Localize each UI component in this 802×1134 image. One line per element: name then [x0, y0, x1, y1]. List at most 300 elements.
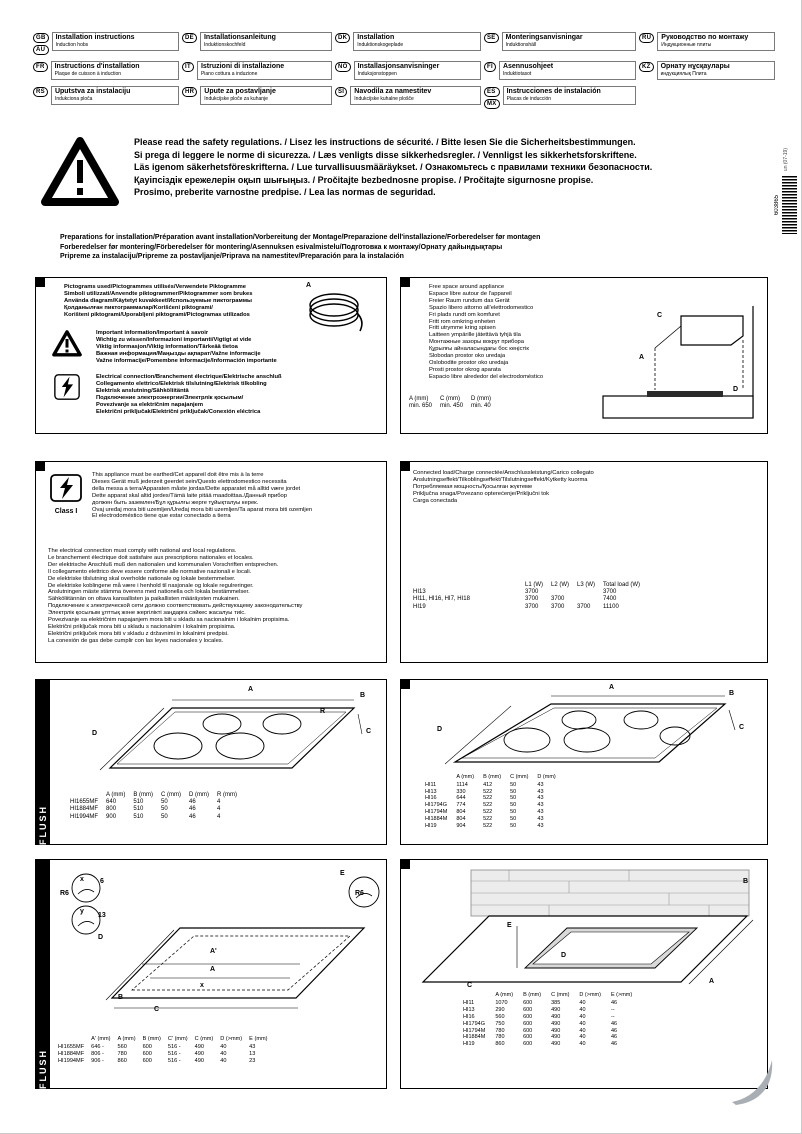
table-cell: 3700: [525, 589, 539, 595]
table-header: [58, 1036, 91, 1044]
hob-top-view-diagram: [70, 686, 382, 784]
table-header: A (mm): [117, 1036, 136, 1042]
table-cell: 510: [133, 813, 144, 820]
text-line: Монтажные зазоры вокруг прибора: [429, 339, 524, 346]
print-info: [774, 148, 797, 234]
text-line: Anslutningen mäste stämma överens med nationella och lokala bestämmelser.: [48, 589, 250, 596]
table-cell: 1070: [495, 999, 508, 1006]
table-cell: 522: [483, 808, 493, 815]
corner-marker: [35, 277, 45, 287]
table-cell: HI1655MF: [58, 1044, 85, 1050]
table-row: [409, 403, 499, 410]
diagram-label: y: [80, 908, 84, 915]
text-line: Si prega di leggere le norme di sicurezza. / Læs venligts disse sikkerhedsregler. / Vennligst les sikkerhetsforskriftene.: [134, 149, 637, 160]
table-row: [463, 1014, 642, 1021]
flush-label: FLUSH: [37, 805, 48, 845]
table-header: L1 (W): [525, 582, 543, 588]
language-title-box: [503, 86, 636, 105]
language-code-badge: NO: [335, 62, 351, 72]
language-code-badge: GB: [33, 33, 49, 43]
table-row: [413, 589, 648, 596]
appliance-subtitle: Plaque de cuisson à induction: [54, 71, 122, 77]
instruction-title: Installationsanleitung: [203, 34, 276, 41]
text-line: Электрлік қосылым ұлттық және жергілікті заңдарға сәйкес жасалуы тиіс.: [48, 610, 246, 617]
diagram-label: D: [733, 386, 739, 393]
table-cell: 40: [579, 999, 586, 1006]
table-cell: 490: [551, 1006, 561, 1013]
diagram-label: A': [210, 948, 217, 955]
barcode-stripes: [782, 176, 797, 234]
language-entry: [182, 32, 332, 55]
table-cell: 43: [537, 788, 544, 795]
table-cell: HI19: [413, 603, 426, 610]
warning-triangle-icon: [40, 136, 120, 208]
text-line: De elektriske tilslutning skal overholde nationale og lokale bestemmelser.: [48, 575, 236, 582]
language-code-badge: SE: [484, 33, 499, 43]
text-line: della messa a terra/Apparaten måste jordas/Dette apparatet må alltid være jordet: [92, 485, 301, 492]
table-cell: 3700: [525, 596, 539, 603]
flush-table-2: [425, 774, 565, 829]
table-cell: 43: [249, 1044, 256, 1050]
text-line: Elektrisk anslutning/Sähköliitäntä: [96, 387, 189, 394]
language-code-badge: FR: [33, 62, 48, 72]
corner-marker: [400, 679, 410, 689]
table-cell: 4: [217, 799, 221, 805]
brand-logo: [726, 1058, 778, 1106]
table-cell: 40: [220, 1058, 227, 1064]
important-info-row: [50, 330, 277, 365]
table-cell: HI1794G: [463, 1020, 486, 1027]
text-line: Pictograms used/Pictogrammes utilisés/Verwendete Piktogramme: [64, 284, 247, 290]
language-code-badge: IT: [182, 62, 194, 72]
diagram-label: B: [360, 692, 366, 699]
language-entry: [33, 32, 179, 55]
text-line: Important information/Important à savoir: [96, 330, 209, 336]
diagram-label: x: [200, 982, 204, 989]
table-cell: 804: [456, 815, 466, 822]
text-line: De elektriske koblingene må være i henhold til nasjonale og lokale regulreringer.: [48, 582, 254, 589]
instruction-title: Monteringsanvisningar: [505, 34, 583, 41]
table-cell: HI13: [425, 788, 437, 795]
table-cell: 3700: [603, 589, 617, 595]
table-row: [58, 1058, 275, 1065]
text-line: Fritt rom omkring enheten: [429, 318, 496, 325]
hob-drawing: [70, 686, 382, 784]
table-row: [463, 1007, 642, 1014]
text-line: Fri plads rundt om komfuret: [429, 311, 500, 318]
appliance-subtitle: Индукционные плиты: [661, 42, 712, 48]
table-cell: 50: [510, 822, 517, 829]
table-cell: 3700: [525, 603, 539, 610]
table-cell: 490: [194, 1051, 204, 1057]
table-cell: 40: [579, 1027, 586, 1034]
table-row: [58, 1044, 275, 1051]
language-title-box: [52, 32, 179, 51]
diagram-label: x: [80, 876, 84, 883]
text-line: This appliance must be earthed/Cet appareil doit être mis à la terre: [92, 472, 264, 478]
diagram-label: R6: [60, 890, 69, 897]
diagram-label: R: [320, 708, 326, 715]
text-line: Важная информация/Маңызды ақпарат/Važne informacije: [96, 350, 261, 357]
language-entry: [33, 61, 179, 80]
language-badges: [33, 61, 48, 72]
text-line: Prosimo, preberite varnostne predpise. / Lea las normas de seguridad.: [134, 187, 436, 197]
text-line: Wichtig zu wissen/Informazioni importanti/Vigtigt at vide: [96, 336, 252, 343]
instruction-title: Navodila za namestitev: [354, 88, 432, 95]
flush-table-1: [70, 792, 245, 821]
preparations-heading: [60, 233, 540, 262]
table-cell: 40: [220, 1044, 227, 1050]
table-header: B (mm): [133, 792, 154, 798]
table-header: A (mm): [456, 774, 475, 780]
text-line: Подключение электроэнергии/Электрлік қосылым/: [96, 394, 244, 401]
table-cell: [551, 589, 577, 596]
diagram-label: C: [657, 312, 663, 319]
table-cell: 780: [495, 1034, 505, 1041]
table-header: D (>mm): [220, 1036, 243, 1042]
table-cell: 50: [510, 802, 517, 809]
table-row: [58, 1051, 275, 1058]
text-line: La conexión de gas debe cumplir con las leyes nacionales y locales.: [48, 637, 224, 644]
instruction-title: Installation instructions: [55, 34, 135, 41]
text-line: Oslobodite prostor oko uredaja: [429, 359, 509, 366]
table-cell: 800: [106, 806, 117, 813]
table-header: A (mm): [106, 792, 126, 798]
table-cell: 46: [189, 806, 196, 813]
language-code-badge: KZ: [639, 62, 654, 72]
regulations-text: [48, 548, 302, 645]
table-cell: HI1994MF: [70, 813, 99, 820]
table-cell: 640: [106, 799, 117, 805]
text-line: Använda diagram/Käytetyt kuvakkeet/Используемые пиктограммы: [64, 297, 253, 304]
table-cell: 50: [510, 788, 517, 795]
safety-section: [40, 136, 652, 208]
text-line: Anslutningseffekt/Tilkoblingseffekt/Tilslutningseffekt/Kytketty kuorma: [413, 476, 588, 483]
table-cell: HI11: [425, 781, 437, 788]
table-cell: HI1794M: [463, 1027, 486, 1034]
table-row: [70, 814, 245, 821]
language-badges: [33, 86, 48, 97]
table-cell: HI11, HI16, HI7, HI18: [413, 596, 470, 603]
table-cell: 3700: [577, 603, 591, 610]
table-cell: 600: [523, 1027, 533, 1034]
table-cell: 490: [551, 1041, 561, 1048]
table-cell: 510: [133, 799, 144, 805]
diagram-label: E: [507, 922, 512, 929]
text-line: Потребляемая мощность/Қосылған жүктеме: [413, 483, 533, 490]
table-cell: 600: [142, 1044, 152, 1050]
hob-drawing: [419, 684, 759, 774]
text-line: Električni priključak mora biti u skladu s nacionalnim i lokalnim propisima.: [48, 623, 236, 630]
text-line: Laitteen ympärille jätettävä tyhjä tila: [429, 332, 521, 339]
corner-marker: [400, 277, 410, 287]
free-space-diagram: [585, 302, 761, 424]
table-cell: 40: [579, 1006, 586, 1013]
diagram-label: R6: [355, 890, 364, 897]
table-row: [70, 799, 245, 806]
language-badges: [484, 86, 500, 109]
table-row: [425, 795, 565, 802]
text-line: Electrical connection/Branchement électrique/Elektrische anschluß: [96, 374, 282, 380]
text-line: Please read the safety regulations. / Lisez les instructions de sécurité. / Bitte lesen Sie die Sicherheitsbestimmungen.: [134, 137, 636, 147]
flush-tab: [35, 679, 50, 845]
table-row: [463, 1021, 642, 1028]
instruction-title: Asennusohjeet: [502, 63, 554, 70]
table-header: A (mm): [495, 992, 514, 998]
diagram-label: D: [98, 934, 104, 941]
table-cell: HI16: [425, 795, 437, 802]
corner-marker: [35, 461, 45, 471]
data-table: [463, 992, 642, 1048]
table-cell: 860: [117, 1058, 127, 1064]
text-line: Povezivanje sa električnim napajanjem mora biti u skladu sa nacionalnim i lokalnim propisima.: [48, 617, 290, 624]
table-cell: 490: [194, 1058, 204, 1064]
language-header: [33, 32, 775, 109]
table-header: C' (mm): [167, 1036, 188, 1042]
hob-top-view-diagram: [419, 684, 759, 774]
table-header: B (mm): [483, 774, 502, 780]
table-cell: 906 -: [91, 1058, 104, 1064]
table-cell: 522: [483, 788, 493, 795]
barcode: [774, 176, 797, 234]
table-cell: 516 -: [167, 1058, 181, 1064]
table-cell: --: [610, 1013, 615, 1020]
table-cell: 46: [610, 1027, 618, 1034]
table-cell: 644: [456, 795, 466, 802]
table-cell: 806 -: [91, 1051, 104, 1057]
language-entry: [484, 61, 636, 80]
diagram-label: A: [709, 978, 715, 985]
table-cell: 4: [217, 813, 221, 820]
table-cell: HI1884MF: [70, 806, 99, 813]
text-line: Ovaj uređaj mora biti uzemljen/Uređaj mora biti uzemljen/Ta aparat mora biti ozemljen: [92, 506, 313, 513]
figure-label: A: [306, 282, 312, 289]
table-header: B (mm): [523, 992, 542, 998]
table-cell: 516 -: [167, 1044, 181, 1050]
important-info-text: [96, 330, 277, 365]
lightning-icon: [50, 374, 84, 400]
text-line: Freier Raum rundum das Gerät: [429, 297, 510, 304]
table-header: D (mm): [471, 396, 492, 402]
table-cell: 11100: [603, 603, 619, 610]
appliance-subtitle: индукциялық Плита: [660, 71, 707, 77]
language-entry: [335, 32, 481, 55]
appliance-subtitle: Placas de inducción: [506, 96, 552, 102]
pictograms-box: [35, 277, 387, 434]
table-header: [463, 992, 495, 1000]
language-badges: [639, 32, 654, 43]
table-row: [425, 823, 565, 830]
table-cell: 412: [483, 781, 493, 788]
appliance-subtitle: Indukcijske kuhalne plošče: [354, 96, 414, 102]
text-line: Pripreme za instalaciju/Pripreme za postavljanje/Priprava na namestitev/Preparación para la instalación: [60, 253, 404, 260]
table-cell: 600: [523, 1034, 533, 1041]
text-line: должен быть заземлен/Бұл құрылғы жерге тұйықталуы керек.: [92, 499, 259, 506]
table-cell: 43: [537, 815, 544, 822]
language-title-box: [51, 61, 179, 80]
text-line: Važne informacije/Pomembne informacije/Información importante: [96, 357, 277, 364]
text-line: Қолданылған пиктограммалар/Korišćeni piktogrami/: [64, 304, 213, 311]
table-cell: 43: [537, 802, 544, 809]
table-row: [463, 1041, 642, 1048]
text-line: Električni priključak/Električni priključak/Conexión eléctrica: [96, 408, 261, 415]
table-cell: HI11: [463, 999, 475, 1006]
language-entry: [182, 86, 332, 109]
table-cell: 516 -: [167, 1051, 181, 1057]
text-line: Viktig informasjon/Viktig information/Tärkeää tietoa: [96, 343, 238, 350]
table-cell: 600: [523, 1013, 533, 1020]
table-row: [425, 782, 565, 789]
table-cell: 490: [551, 1027, 561, 1034]
table-cell: 600: [523, 1020, 533, 1027]
appliance-subtitle: Induktionshäll: [505, 42, 537, 48]
data-table: [409, 396, 499, 410]
table-cell: 522: [483, 802, 493, 809]
earthing-text: [92, 472, 312, 520]
language-entry: [639, 32, 775, 55]
corner-marker: [400, 461, 410, 471]
class1-lightning-icon: [50, 474, 82, 502]
instruction-title: Upute za postavljanje: [204, 88, 276, 95]
text-line: Dette apparat skal altid jordes/Tämä laite pitää maadoittaa./Данный прибор: [92, 492, 287, 499]
table-cell: 510: [133, 806, 144, 813]
table-header: R (mm): [217, 792, 238, 798]
language-title-box: [350, 86, 481, 105]
language-badges: [335, 86, 347, 97]
cable-icon: [304, 289, 368, 333]
language-badges: [335, 32, 350, 43]
table-cell: 522: [483, 795, 493, 802]
table-cell: HI1794G: [425, 802, 448, 809]
instruction-title: Орнату нұсқаулары: [660, 63, 730, 70]
language-badges: [33, 32, 49, 55]
diagram-label: B: [743, 878, 749, 885]
connected-load-title: [413, 470, 594, 505]
table-cell: 490: [551, 1034, 561, 1041]
table-row: [463, 1000, 642, 1007]
appliance-subtitle: Piano cottura a induzione: [200, 71, 258, 77]
diagram-label: D: [92, 730, 98, 737]
text-line: Spazio libero attorno all'elettrodomestico: [429, 304, 534, 311]
table-cell: 50: [510, 815, 517, 822]
table-cell: 40: [579, 1041, 586, 1048]
table-cell: 904: [456, 822, 466, 829]
text-line: Dieses Gerät muß jederzeit geerdet sein/Questo elettrodomestico necessita: [92, 478, 287, 485]
table-row: [413, 596, 648, 603]
table-cell: 290: [495, 1006, 505, 1013]
table-header: C (mm): [161, 792, 182, 798]
table-cell: 780: [117, 1051, 127, 1057]
table-cell: 50: [510, 808, 517, 815]
class1-symbol: [46, 474, 86, 515]
flush-label: FLUSH: [37, 1049, 48, 1089]
table-cell: 50: [161, 806, 168, 813]
table-cell: 780: [495, 1027, 505, 1034]
table-cell: 40: [220, 1051, 227, 1057]
instruction-title: Instrucciones de instalación: [506, 88, 601, 95]
table-header: C (mm): [194, 1036, 214, 1042]
text-line: El electrodoméstico tiene que estar conectado a tierra: [92, 513, 231, 520]
language-badges: [182, 86, 197, 97]
table-cell: 43: [537, 781, 544, 788]
diagram-label: A: [210, 966, 216, 973]
table-cell: 522: [483, 815, 493, 822]
table-cell: 900: [106, 813, 117, 820]
table-cell: 4: [217, 806, 221, 813]
connected-load-table: [413, 582, 648, 611]
diagram-label: D: [561, 952, 567, 959]
table-cell: 13: [249, 1051, 256, 1057]
flush-cutout-box-1: [35, 859, 387, 1089]
language-code-badge: SI: [335, 87, 347, 97]
table-header: A' (mm): [91, 1036, 111, 1042]
worktop-drawing: [409, 864, 761, 990]
diagram-label: 13: [98, 912, 106, 919]
cutout-drawing: [58, 868, 390, 1020]
table-header: D (mm): [189, 792, 210, 798]
table-header: [425, 774, 456, 782]
instruction-title: Installasjonsanvisninger: [357, 63, 440, 70]
table-cell: min. 450: [440, 403, 464, 409]
flush-tab: [35, 859, 50, 1089]
table-cell: min. 40: [471, 403, 491, 409]
language-code-badge: DE: [182, 33, 197, 43]
appliance-subtitle: Induction hobs: [55, 42, 89, 48]
text-line: Korišteni piktogrami/Uporabljeni piktogrami/Pictogramas utilizados: [64, 311, 250, 318]
table-cell: 46: [610, 1041, 618, 1048]
flush-cutout-table-2: [463, 992, 642, 1048]
language-entry: [33, 86, 179, 109]
text-line: Connected load/Charge connectée/Anschlussleistung/Carico collegato: [413, 470, 594, 476]
electrical-connection-text: [96, 374, 282, 415]
language-code-badge: AU: [33, 45, 49, 55]
text-line: Carga conectada: [413, 497, 458, 504]
text-line: Simboli utilizzati/Anvendte piktogrammer/Piktogrammer som brukes: [64, 290, 253, 297]
text-line: Priključna snaga/Povezano opterećenje/Priključni tok: [413, 490, 549, 497]
table-cell: 43: [537, 808, 544, 815]
language-badges: [182, 32, 197, 43]
table-cell: 50: [161, 813, 168, 820]
table-cell: HI13: [463, 1006, 475, 1013]
class1-label: Class I: [54, 508, 78, 515]
diagram-label: C: [154, 1006, 160, 1013]
instruction-title: Руководство по монтажу: [661, 34, 749, 41]
diagram-label: B: [729, 690, 735, 697]
language-entry: [639, 61, 775, 80]
table-cell: 46: [610, 999, 618, 1006]
table-row: [425, 809, 565, 816]
language-code-badge: HR: [182, 87, 197, 97]
diagram-label: C: [467, 982, 473, 989]
table-cell: HI1655MF: [70, 799, 99, 805]
table-cell: 46: [189, 799, 196, 805]
language-entry: [484, 86, 636, 109]
language-title-box: [200, 32, 332, 51]
table-cell: [577, 596, 603, 603]
table-cell: 40: [579, 1034, 586, 1041]
text-line: Forberedelser før montering/Förberedelser för montering/Asennuksen esivalmistelu/Подготовка к монтажу/Орнату дайындықтары: [60, 243, 503, 251]
text-line: Il collegamento elettrico deve essere conforme alle normative nazionali e locali.: [48, 568, 252, 575]
language-title-box: [657, 32, 775, 51]
table-cell: 1114: [456, 781, 468, 788]
appliance-subtitle: Induktiotasot: [502, 71, 532, 77]
table-cell: 46: [610, 1034, 618, 1041]
cable-figure: [300, 282, 372, 338]
pictograms-title: [64, 284, 252, 319]
text-line: Құрылғы айналасындағы бос кеңістік: [429, 346, 529, 353]
table-cell: HI16: [463, 1013, 475, 1020]
table-header: D (>mm): [579, 992, 601, 998]
